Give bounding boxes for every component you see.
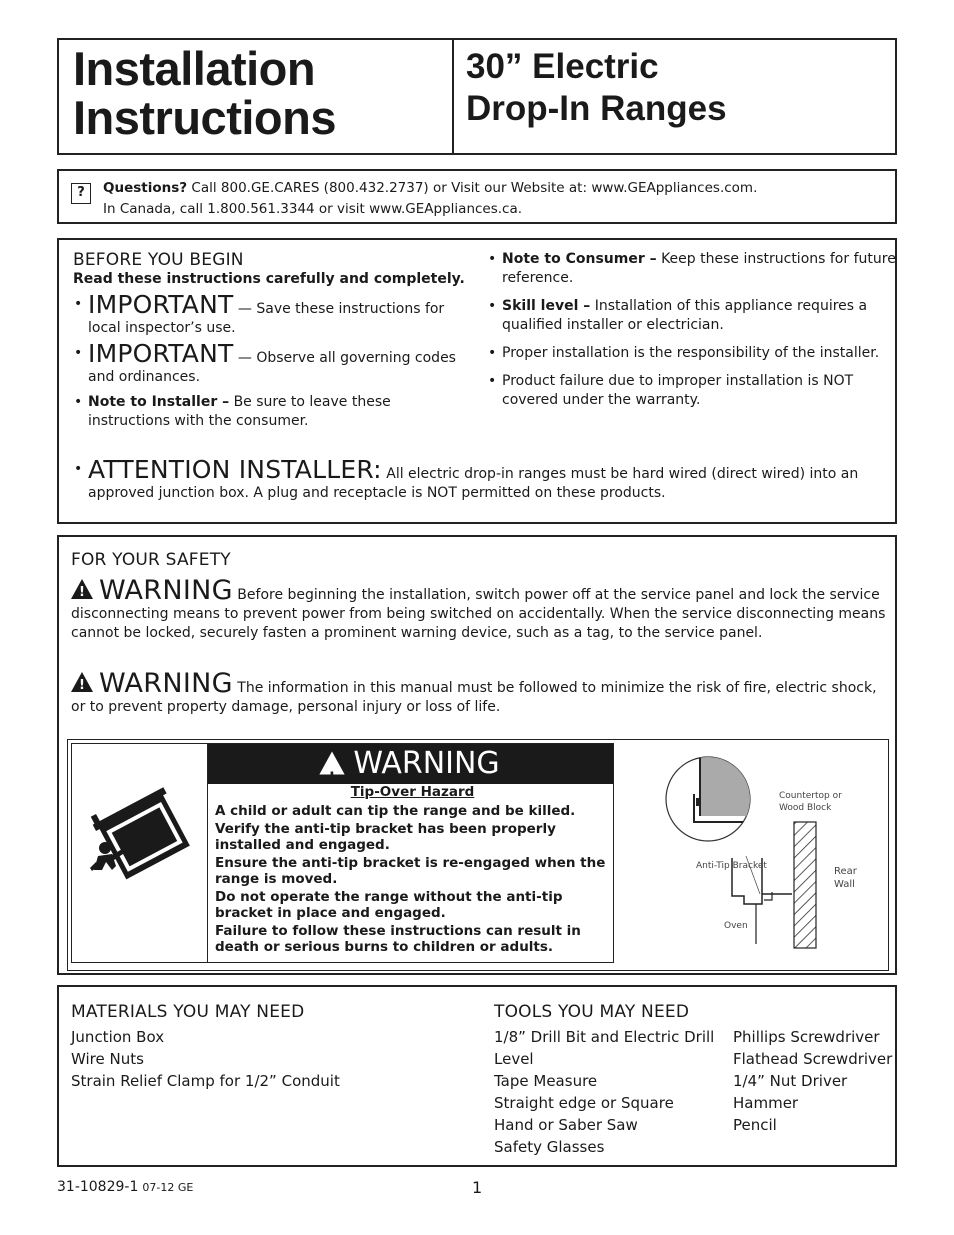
before-subheading: Read these instructions carefully and completely. <box>73 271 465 287</box>
important-2: • IMPORTANT — Observe all governing codes and ordinances. <box>74 339 456 385</box>
note-consumer: • Note to Consumer – Keep these instructions for future reference. <box>488 251 896 286</box>
oven-label: Oven <box>724 921 748 931</box>
proper-text: Proper installation is the responsibility of the installer. <box>502 345 880 361</box>
wood-block-label: Wood Block <box>779 803 832 813</box>
warning-2-text: The information in this manual must be followed to minimize the risk of fire, electric shock, or to prevent property damage, personal injury or loss of life. <box>71 680 877 715</box>
child-tipping-range-icon <box>72 744 208 964</box>
questions-label: Questions? <box>103 180 188 196</box>
tool-item: Level <box>494 1050 534 1068</box>
page-title <box>73 44 336 142</box>
skill-text: Installation of this appliance requires a qualified installer or electrician. <box>502 298 868 333</box>
tip-over-frame <box>67 739 889 971</box>
important-1-word: IMPORTANT <box>88 290 234 319</box>
header-subtitle-box <box>452 38 897 155</box>
warning-1 <box>71 575 893 643</box>
page-subtitle <box>466 46 727 130</box>
skill-label: Skill level – <box>502 298 591 314</box>
tool-item: Flathead Screwdriver <box>733 1050 893 1068</box>
before-you-begin-section <box>57 238 897 524</box>
proper-installation: • Proper installation is the responsibility of the installer. <box>488 345 880 361</box>
doc-number: 31-10829-1 <box>57 1179 139 1195</box>
materials-heading: MATERIALS YOU MAY NEED <box>71 1002 305 1022</box>
tool-item: Hand or Saber Saw <box>494 1116 638 1134</box>
warning-triangle-icon <box>71 579 93 599</box>
tip-over-illustration <box>72 744 208 962</box>
tip-over-text <box>215 785 610 958</box>
tip-line-3: Ensure the anti-tip bracket is re-engaged when the range is moved. <box>215 855 606 887</box>
before-heading: BEFORE YOU BEGIN <box>73 250 244 270</box>
warning-banner <box>208 744 613 784</box>
wall-label: Wall <box>834 879 855 890</box>
warning-1-text: Before beginning the installation, switch power off at the service panel and lock the service disconnecting means to prevent power from being switched on accidentally. When the service disconnecting means cannot be locked, securely fasten a prominent warning device, such as a tag, to the service panel. <box>71 587 886 641</box>
tip-line-4: Do not operate the range without the anti-tip bracket in place and engaged. <box>215 889 563 921</box>
subtitle-line-1: 30” Electric <box>466 47 659 86</box>
tool-item: Phillips Screwdriver <box>733 1028 880 1046</box>
page-number: 1 <box>472 1178 483 1197</box>
question-icon: ? <box>71 183 91 204</box>
questions-line-2: In Canada, call 1.800.561.3344 or visit www.GEAppliances.ca. <box>103 201 523 217</box>
tip-over-hazard-title: Tip-Over Hazard <box>350 784 475 800</box>
tip-line-1: A child or adult can tip the range and be killed. <box>215 802 576 819</box>
tool-item: Tape Measure <box>494 1072 598 1090</box>
countertop-label: Countertop or <box>779 791 842 801</box>
skill-level: • Skill level – Installation of this appliance requires a qualified installer or electrician. <box>488 298 868 333</box>
installer-label: Note to Installer – <box>88 394 230 410</box>
material-item: Strain Relief Clamp for 1/2” Conduit <box>71 1072 340 1090</box>
warning-2 <box>71 668 895 717</box>
important-1: • IMPORTANT — Save these instructions for local inspector’s use. <box>74 290 445 336</box>
tool-item: Straight edge or Square <box>494 1094 674 1112</box>
attention-word: ATTENTION INSTALLER: <box>88 455 382 484</box>
material-item: Junction Box <box>71 1028 165 1046</box>
tools-heading: TOOLS YOU MAY NEED <box>494 1002 690 1022</box>
attention-installer: • ATTENTION INSTALLER: All electric drop-in ranges must be hard wired (direct wired) into an approved junction box. A plug and receptacle is NOT permitted on these products. <box>74 455 859 501</box>
questions-text <box>103 178 883 220</box>
attention-text: All electric drop-in ranges must be hard wired (direct wired) into an approved junction box. A plug and receptacle is NOT permitted on these products. <box>88 466 859 501</box>
warning-banner-text: WARNING <box>353 746 500 781</box>
tip-line-5: Failure to follow these instructions can result in death or serious burns to children or adults. <box>215 923 581 955</box>
failure-text: Product failure due to improper installation is NOT covered under the warranty. <box>502 373 854 408</box>
tool-item: 1/8” Drill Bit and Electric Drill <box>494 1028 715 1046</box>
tool-item: Safety Glasses <box>494 1138 605 1156</box>
tip-over-warning-box <box>71 743 614 963</box>
subtitle-line-2: Drop-In Ranges <box>466 89 727 128</box>
document-number <box>57 1179 193 1195</box>
warning-1-word: WARNING <box>99 575 233 606</box>
installer-text: Be sure to leave these instructions with the consumer. <box>88 394 391 429</box>
title-line-2: Instructions <box>73 91 336 144</box>
anti-tip-bracket-diagram <box>660 754 888 954</box>
doc-date-code: 07-12 GE <box>142 1181 194 1194</box>
safety-heading: FOR YOUR SAFETY <box>71 550 231 570</box>
important-2-word: IMPORTANT <box>88 339 234 368</box>
important-2-text: Observe all governing codes and ordinances. <box>88 350 456 385</box>
for-your-safety-section <box>57 535 897 975</box>
consumer-label: Note to Consumer – <box>502 251 657 267</box>
consumer-text: Keep these instructions for future reference. <box>502 251 896 286</box>
warning-triangle-icon <box>320 752 345 775</box>
tool-item: Hammer <box>733 1094 799 1112</box>
tool-item: 1/4” Nut Driver <box>733 1072 848 1090</box>
header-title-box <box>57 38 454 155</box>
anti-tip-bracket-label: Anti-Tip Bracket <box>696 861 767 871</box>
materials-tools-section <box>57 985 897 1167</box>
questions-line-1: Call 800.GE.CARES (800.432.2737) or Visit our Website at: www.GEAppliances.com. <box>191 180 758 196</box>
questions-box <box>57 169 897 224</box>
important-1-text: Save these instructions for local inspector’s use. <box>88 301 445 336</box>
note-installer: • Note to Installer – Be sure to leave these instructions with the consumer. <box>74 394 391 429</box>
tool-item: Pencil <box>733 1116 777 1134</box>
tip-line-2: Verify the anti-tip bracket has been properly installed and engaged. <box>215 821 556 853</box>
warning-2-word: WARNING <box>99 668 233 699</box>
warning-triangle-icon <box>71 672 93 692</box>
product-failure: • Product failure due to improper installation is NOT covered under the warranty. <box>488 373 854 408</box>
material-item: Wire Nuts <box>71 1050 144 1068</box>
title-line-1: Installation <box>73 42 316 95</box>
rear-label: Rear <box>834 866 857 877</box>
